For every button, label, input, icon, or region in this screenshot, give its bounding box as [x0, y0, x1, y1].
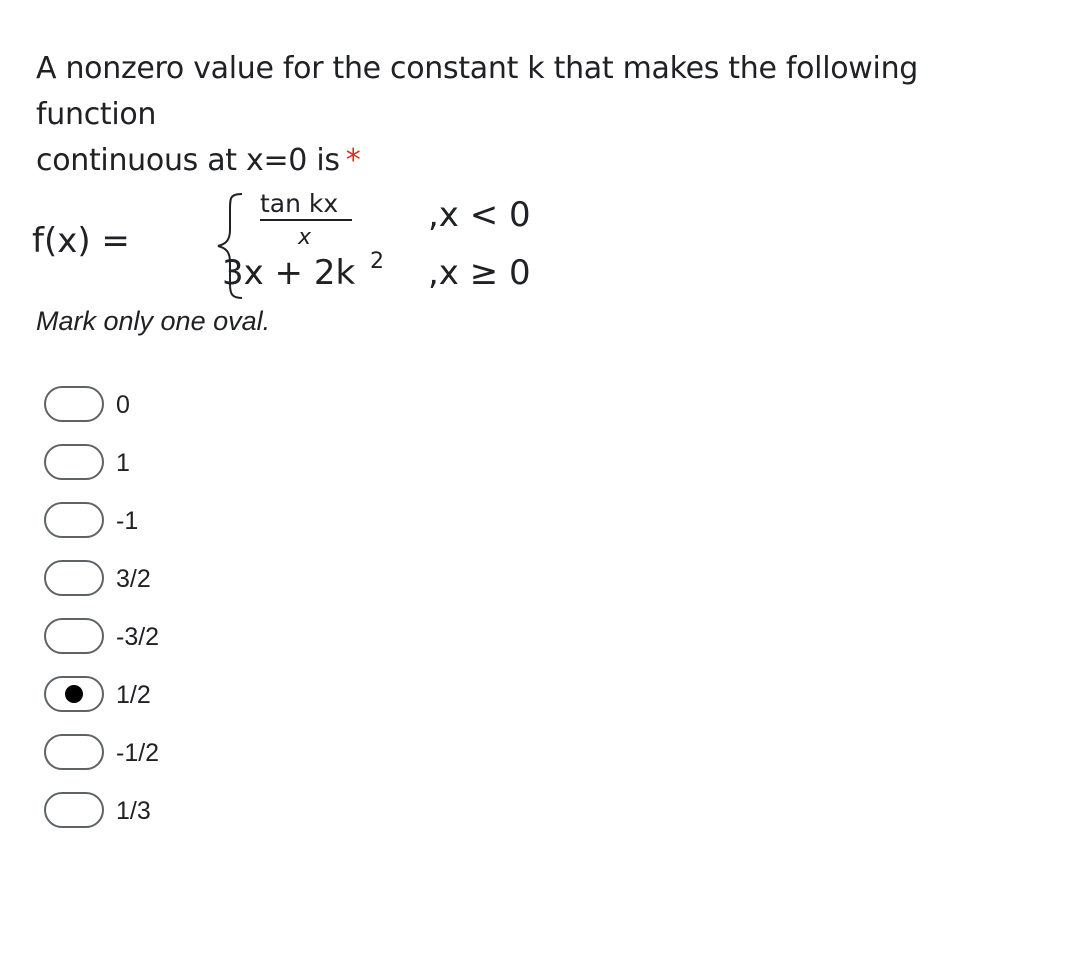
- option-4[interactable]: [44, 616, 344, 656]
- question-line-2-text: continuous at x=0 is: [36, 143, 340, 178]
- formula-image: [30, 180, 590, 300]
- option-3[interactable]: [44, 558, 344, 598]
- question-title: [36, 46, 1046, 184]
- radio-oval[interactable]: [44, 444, 104, 480]
- radio-oval[interactable]: [44, 734, 104, 770]
- option-5[interactable]: [44, 674, 344, 714]
- option-1[interactable]: [44, 442, 344, 482]
- radio-oval[interactable]: [44, 560, 104, 596]
- case1-condition: ,x < 0: [428, 195, 531, 235]
- case1-numerator: tan kx: [260, 189, 339, 218]
- formula-lhs: f(x) =: [32, 221, 130, 261]
- case1-denominator: x: [298, 225, 312, 250]
- radio-oval[interactable]: [44, 618, 104, 654]
- radio-oval[interactable]: [44, 676, 104, 712]
- option-label: 1: [116, 449, 130, 477]
- option-7[interactable]: [44, 790, 344, 830]
- question-line-2: [36, 138, 1046, 184]
- radio-oval[interactable]: [44, 792, 104, 828]
- option-2[interactable]: [44, 500, 344, 540]
- required-asterisk: *: [345, 143, 361, 178]
- option-label: 3/2: [116, 565, 151, 593]
- radio-oval[interactable]: [44, 386, 104, 422]
- case2-expression: 3x + 2k: [222, 253, 356, 293]
- option-label: -1: [116, 507, 139, 535]
- option-label: -3/2: [116, 623, 160, 651]
- option-label: -1/2: [116, 739, 160, 767]
- option-label: 1/2: [116, 681, 151, 709]
- formula-svg: [30, 180, 590, 300]
- option-label: 0: [116, 391, 130, 419]
- radio-dot: [65, 685, 83, 703]
- radio-oval[interactable]: [44, 502, 104, 538]
- case2-condition: ,x ≥ 0: [428, 253, 531, 293]
- option-0[interactable]: [44, 384, 344, 424]
- option-6[interactable]: [44, 732, 344, 772]
- question-line-1: A nonzero value for the constant k that makes the following function: [36, 51, 919, 132]
- option-label: 1/3: [116, 797, 151, 825]
- case2-exponent: 2: [370, 249, 384, 274]
- instruction-text: Mark only one oval.: [36, 306, 271, 336]
